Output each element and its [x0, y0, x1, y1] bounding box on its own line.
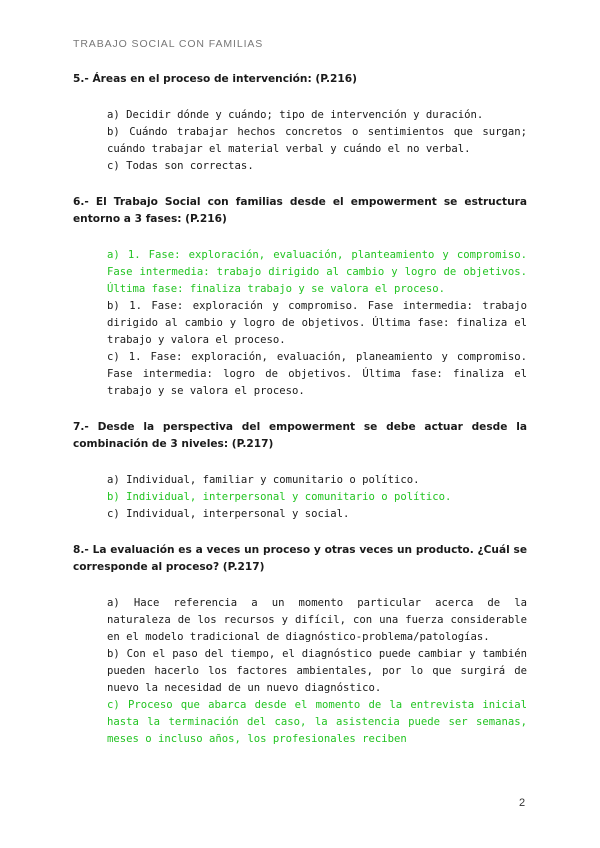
document-body	[73, 71, 527, 748]
answer-5c: c) Todas son correctas.	[107, 160, 254, 172]
answer-6c: c) 1. Fase: exploración, evaluación, planeamiento y compromiso. Fase intermedia: logro de objetivos. Última fase: finaliza el trabajo y se valora el proceso.	[107, 351, 527, 397]
answers-question-7	[107, 472, 527, 523]
answer-6b: b) 1. Fase: exploración y compromiso. Fase intermedia: trabajo dirigido al cambio y logro de objetivos. Última fase: finaliza el trabajo y valora el proceso.	[107, 300, 527, 346]
answer-5a: a) Decidir dónde y cuándo; tipo de intervención y duración.	[107, 109, 484, 121]
question-6: 6.- El Trabajo Social con familias desde el empowerment se estructura entorno a 3 fases: (P.216)	[73, 196, 527, 225]
page-header: TRABAJO SOCIAL CON FAMILIAS	[73, 38, 264, 50]
answer-8a: a) Hace referencia a un momento particular acerca de la naturaleza de los recursos y difícil, con una fuerza considerable en el modelo tradicional de diagnóstico-problema/patologías.	[107, 597, 527, 643]
answer-8b: b) Con el paso del tiempo, el diagnóstico puede cambiar y también pueden hacerlo los factores ambientales, por lo que surgirá de nuevo la necesidad de un nuevo diagnóstico.	[107, 648, 527, 694]
answer-7b-correct: b) Individual, interpersonal y comunitario o político.	[107, 491, 452, 503]
answer-7a: a) Individual, familiar y comunitario o político.	[107, 474, 420, 486]
page-number: 2	[519, 797, 526, 809]
answer-5b: b) Cuándo trabajar hechos concretos o sentimientos que surgan; cuándo trabajar el material verbal y cuándo el no verbal.	[107, 126, 527, 155]
answer-7c: c) Individual, interpersonal y social.	[107, 508, 350, 520]
answer-8c-correct: c) Proceso que abarca desde el momento de la entrevista inicial hasta la terminación del caso, la asistencia puede ser semanas, meses o incluso años, los profesionales reciben	[107, 699, 527, 745]
answers-question-5	[107, 107, 527, 175]
question-5: 5.- Áreas en el proceso de intervención: (P.216)	[73, 73, 358, 85]
question-8: 8.- La evaluación es a veces un proceso y otras veces un producto. ¿Cuál se corresponde al proceso? (P.217)	[73, 544, 527, 573]
answers-question-8	[107, 595, 527, 748]
question-7: 7.- Desde la perspectiva del empowerment se debe actuar desde la combinación de 3 niveles: (P.217)	[73, 421, 527, 450]
answers-question-6	[107, 247, 527, 400]
answer-6a-correct: a) 1. Fase: exploración, evaluación, planteamiento y compromiso. Fase intermedia: trabajo dirigido al cambio y logro de objetivos. Última fase: finaliza trabajo y se valora el proceso.	[107, 249, 527, 295]
